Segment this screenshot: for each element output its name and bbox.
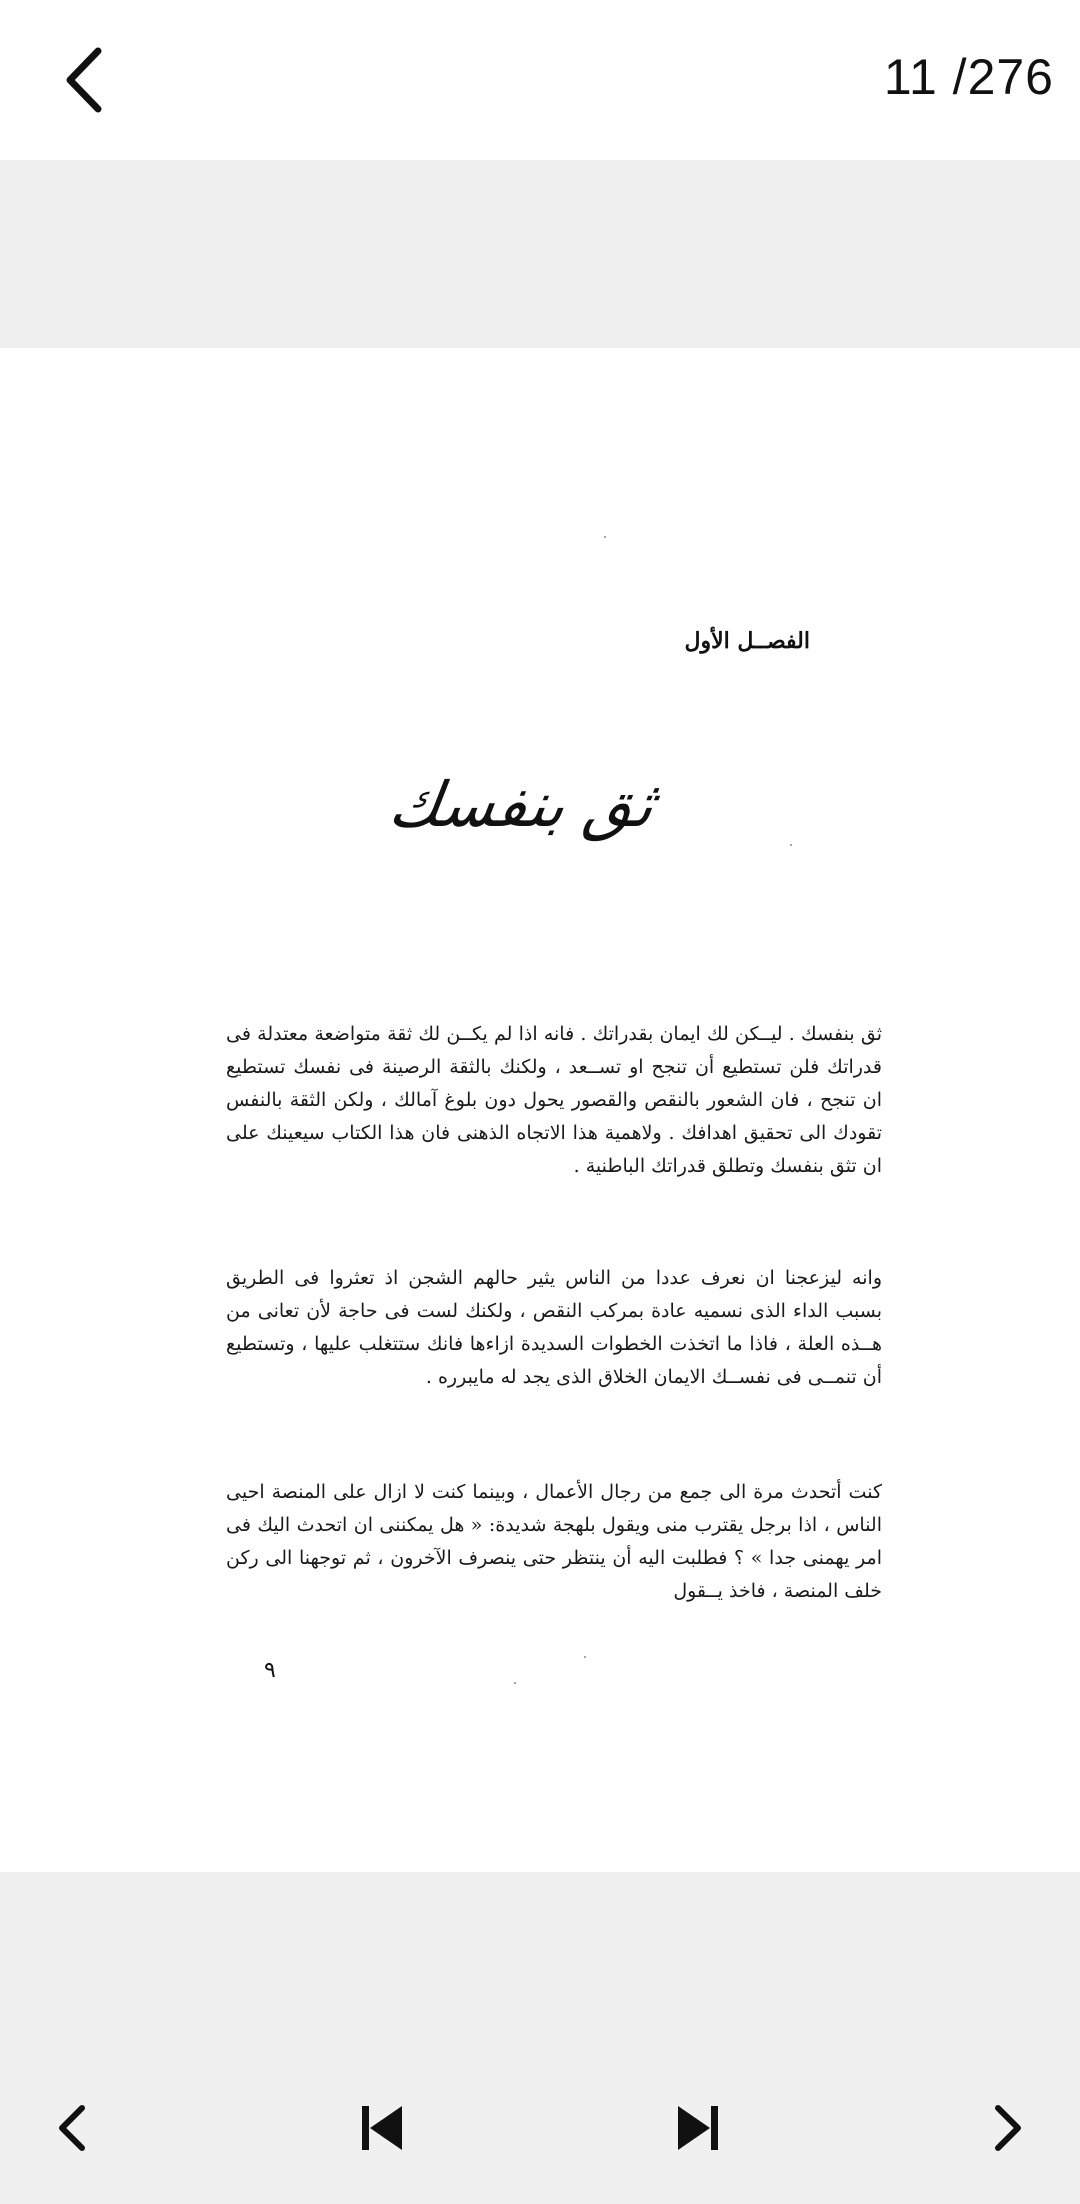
back-button[interactable] xyxy=(40,36,128,124)
scan-speck xyxy=(790,844,792,846)
page-number: ٩ xyxy=(264,1658,276,1683)
bottom-bar xyxy=(0,1872,1080,2204)
scan-speck xyxy=(604,536,606,538)
paragraph-2: وانه ليزعجنا ان نعرف عددا من الناس يثير حالهم الشجن اذ تعثروا فى الطريق بسبب الداء الذى نسميه عادة بمركب النقص ، ولكنك لست فى حاجة لأن تعانى من هــذه العلة ، فاذا ما اتخذت الخطوات السديدة ازاءها فانك ستتغلب عليها ، وتستطيع أن تنمــى فى نفســك الايمان الخلاق الذى يجد له مايبرره . xyxy=(226,1267,882,1388)
chapter-title: ثق بنفسك xyxy=(384,768,659,841)
chevron-left-icon xyxy=(52,2102,92,2154)
page-counter: 11 /276 xyxy=(883,49,1054,105)
scan-speck xyxy=(584,1656,586,1658)
top-bar xyxy=(0,0,1080,160)
last-page-button[interactable] xyxy=(656,2086,740,2170)
document-page xyxy=(0,348,1080,1872)
previous-page-button[interactable] xyxy=(30,2086,114,2170)
chapter-heading: الفصــل الأول xyxy=(684,628,810,654)
next-page-button[interactable] xyxy=(966,2086,1050,2170)
chevron-right-icon xyxy=(988,2102,1028,2154)
paragraph-3: كنت أتحدث مرة الى جمع من رجال الأعمال ، وبينما كنت لا ازال على المنصة احيى الناس ، اذا برجل يقترب منى ويقول بلهجة شديدة: « هل يمكننى ان اتحدث اليك فى امر يهمنى جدا » ؟ فطلبت اليه أن ينتظر حتى ينصرف الآخرون ، ثم توجهنا الى ركن خلف المنصة ، فاخذ يــقول xyxy=(226,1481,882,1602)
skip-to-last-icon xyxy=(672,2102,724,2154)
skip-to-first-icon xyxy=(356,2102,408,2154)
viewer-margin-top xyxy=(0,160,1080,348)
first-page-button[interactable] xyxy=(340,2086,424,2170)
chevron-left-icon xyxy=(60,45,108,115)
scan-speck xyxy=(514,1682,516,1684)
paragraph-1: ثق بنفسك . ليــكن لك ايمان بقدراتك . فانه اذا لم يكــن لك ثقة متواضعة معتدلة فى قدراتك فلن تستطيع أن تنجح او تســعد ، ولكنك بالثقة الرصينة فى نفسك تستطيع ان تنجح ، فان الشعور بالنقص والقصور يحول دون بلوغ آمالك ، ولكن الثقة بالنفس تقودك الى تحقيق اهدافك . ولاهمية هذا الاتجاه الذهنى فان هذا الكتاب سيعينك على ان تثق بنفسك وتطلق قدراتك الباطنية . xyxy=(226,1023,882,1177)
